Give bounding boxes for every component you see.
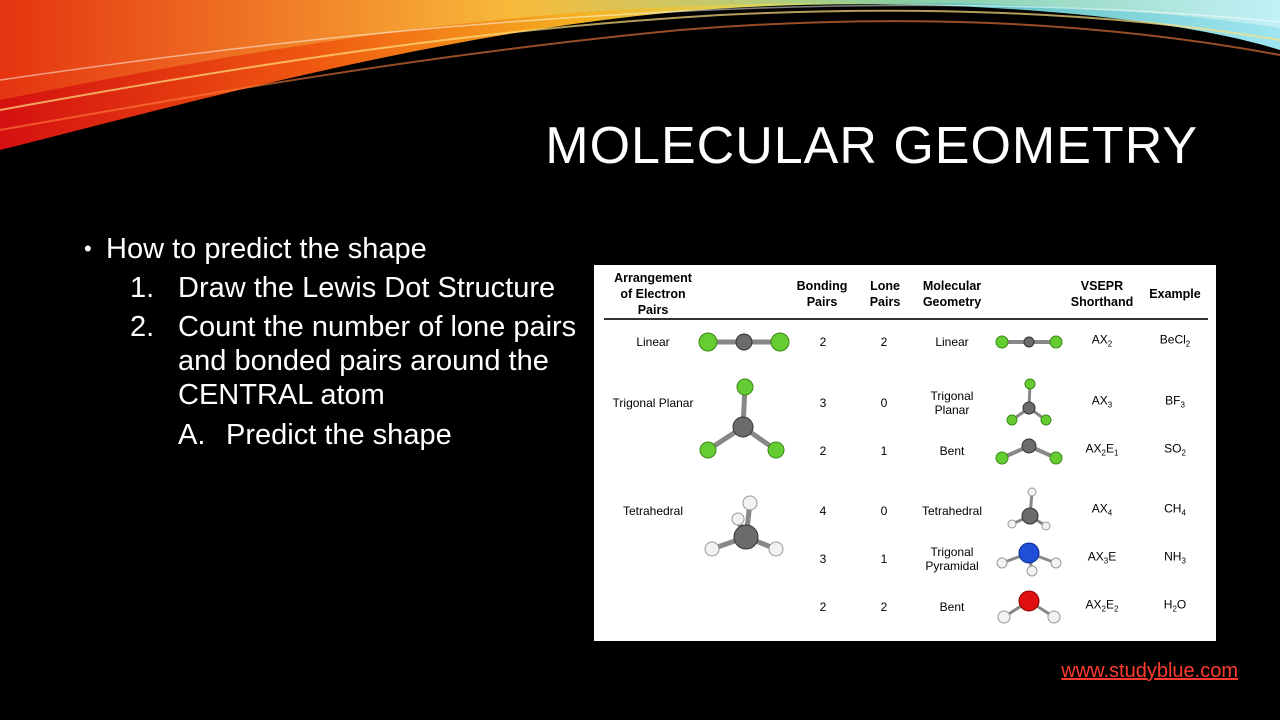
hydrogen-atom-icon: [732, 513, 744, 525]
trigonal-small-icon: [1004, 378, 1054, 433]
bent-small-icon: [994, 436, 1064, 471]
fluorine-atom-icon: [737, 379, 753, 395]
step-number: 2.: [130, 311, 155, 343]
step-number: 1.: [130, 272, 155, 304]
vsepr-table-image: [594, 265, 1216, 641]
linear-small-icon: [994, 332, 1064, 357]
table-cell-geometry: Trigonal Pyramidal: [925, 545, 979, 573]
carbon-atom-icon: [734, 525, 758, 549]
table-cell-lone: 0: [880, 396, 888, 410]
table-cell-lone: 1: [880, 444, 888, 458]
arrangement-trigonal-planar: Trigonal Planar: [612, 396, 694, 410]
table-cell-bonding: 3: [819, 552, 827, 566]
water-small-icon: [994, 587, 1064, 632]
bullet-item: [84, 232, 584, 266]
table-cell-vsepr: $AX_2$: [1091, 332, 1113, 349]
table-cell-geometry: Bent: [939, 444, 965, 458]
bullet-dot-icon: •: [84, 236, 92, 261]
chlorine-atom-icon: [699, 333, 717, 351]
chlorine-atom-icon: [771, 333, 789, 351]
carbon-atom-icon: [736, 334, 752, 350]
arrangement-tetrahedral: Tetrahedral: [622, 504, 684, 518]
table-cell-lone: 1: [880, 552, 888, 566]
table-cell-bonding: 2: [819, 444, 827, 458]
fluorine-atom-icon: [768, 442, 784, 458]
hydrogen-atom-icon: [769, 542, 783, 556]
table-cell-geometry: Bent: [939, 600, 965, 614]
table-cell-example: $CH_4$: [1164, 501, 1186, 518]
table-cell-geometry: Tetrahedral: [921, 504, 983, 518]
hydrogen-atom-icon: [705, 542, 719, 556]
substep-text: Predict the shape: [226, 419, 452, 451]
header-arrangement: Arrangement of Electron Pairs: [614, 271, 692, 317]
table-cell-lone: 2: [880, 600, 888, 614]
table-cell-bonding: 2: [819, 335, 827, 349]
header-rule: [604, 318, 1208, 320]
boron-atom-icon: [733, 417, 753, 437]
table-cell-example: $SO_2$: [1164, 441, 1186, 458]
step-text: Count the number of lone pairs and bonded pairs around the CENTRAL atom: [178, 311, 577, 411]
step-1: [84, 271, 584, 305]
table-cell-vsepr: $AX_3E$: [1087, 549, 1117, 566]
table-cell-bonding: 3: [819, 396, 827, 410]
fluorine-atom-icon: [700, 442, 716, 458]
table-cell-vsepr: $AX_2E_1$: [1085, 441, 1119, 458]
header-bonding-pairs: Bonding Pairs: [796, 279, 848, 309]
table-cell-vsepr: $AX_3$: [1091, 393, 1113, 410]
substep-letter: A.: [178, 419, 206, 451]
table-cell-example: $H_2O$: [1163, 597, 1187, 614]
header-lone-pairs: Lone Pairs: [869, 279, 901, 309]
header-vsepr-shorthand: VSEPR Shorthand: [1070, 279, 1134, 309]
table-cell-example: $NH_3$: [1164, 549, 1186, 566]
substep-a: [84, 418, 584, 452]
header-example: Example: [1149, 287, 1201, 301]
table-cell-vsepr: $AX_4$: [1091, 501, 1113, 518]
tetrahedral-small-icon: [1004, 486, 1054, 541]
table-cell-example: BeCl$_2$: [1159, 332, 1191, 349]
table-cell-bonding: 4: [819, 504, 827, 518]
table-cell-geometry: Trigonal Planar: [930, 389, 974, 417]
table-cell-bonding: 2: [819, 600, 827, 614]
slide-content: [84, 232, 584, 452]
source-link[interactable]: www.studyblue.com: [1061, 660, 1238, 682]
table-cell-lone: 0: [880, 504, 888, 518]
header-molecular-geometry: Molecular Geometry: [922, 279, 982, 309]
step-2: [84, 310, 584, 412]
table-cell-vsepr: $AX_2E_2$: [1085, 597, 1119, 614]
pyramidal-small-icon: [994, 539, 1064, 584]
trigonal-planar-model-icon: [698, 375, 788, 465]
step-text: Draw the Lewis Dot Structure: [178, 272, 556, 304]
slide-title: MOLECULAR GEOMETRY: [545, 117, 1198, 175]
arrangement-linear: Linear: [636, 335, 670, 349]
tetrahedral-model-icon: [700, 493, 790, 563]
hydrogen-atom-icon: [743, 496, 757, 510]
table-cell-lone: 2: [880, 335, 888, 349]
table-cell-geometry: Linear: [935, 335, 969, 349]
bullet-text: How to predict the shape: [106, 233, 427, 265]
linear-model-icon: [694, 327, 794, 357]
table-cell-example: $BF_3$: [1165, 393, 1185, 410]
